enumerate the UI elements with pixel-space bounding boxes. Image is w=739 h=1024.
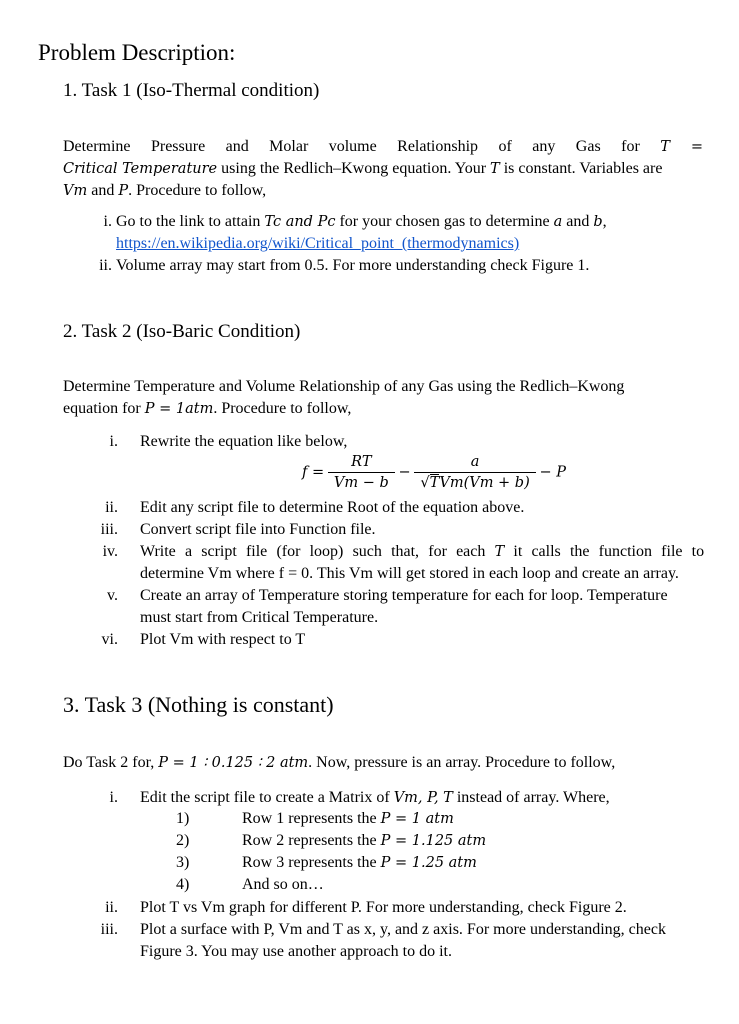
task1-item-number: ii.	[99, 257, 112, 274]
item-word: function	[598, 543, 652, 560]
task3-heading: 3. Task 3 (Nothing is constant)	[63, 692, 334, 717]
task2-intro-line1: Determine Temperature and Volume Relationship of any Gas using the Redlich–Kwong	[63, 378, 625, 395]
task2-item-number: v.	[107, 587, 118, 604]
task2-item-4-line1	[140, 541, 704, 563]
task2-heading: 2. Task 2 (Iso-Baric Condition)	[63, 321, 301, 342]
intro-word: any	[532, 138, 556, 155]
task3-item-3-line2: Figure 3. You may use another approach to do it.	[140, 943, 452, 960]
item-word: script	[201, 543, 237, 560]
task2-item-5-line2: must start from Critical Temperature.	[140, 609, 379, 626]
subitem-number: 1)	[176, 810, 190, 827]
task2-item-6: Plot Vm with respect to T	[140, 631, 306, 648]
intro-word: Molar	[269, 138, 309, 155]
task2-intro-line2: equation for P = 1atm. Procedure to follow,	[63, 400, 352, 417]
item-word: the	[569, 543, 590, 560]
item-word: that,	[391, 543, 420, 560]
intro-word: Gas	[575, 138, 601, 155]
intro-word: volume	[328, 138, 377, 155]
intro-word: Relationship	[397, 138, 479, 155]
intro-word: Pressure	[150, 138, 206, 155]
task2-item-number: ii.	[105, 499, 118, 516]
task3-intro: Do Task 2 for, P = 1 ∶ 0.125 ∶ 2 atm. Now, pressure is an array. Procedure to follow,	[63, 754, 616, 771]
task1-intro-line3: Vm and P. Procedure to follow,	[63, 182, 267, 199]
task2-item-number: vi.	[101, 631, 118, 648]
item-word: (for	[276, 543, 301, 560]
task1-intro-line2: Critical Temperature using the Redlich–Kwong equation. Your T is constant. Variables are	[63, 160, 663, 177]
item-word: calls	[531, 543, 561, 560]
item-word: it	[513, 543, 523, 560]
item-word: Write	[140, 543, 176, 560]
task3-item-3-line1: Plot a surface with P, Vm and T as x, y, and z axis. For more understanding, check	[140, 921, 666, 938]
task2-item-number: i.	[109, 433, 118, 450]
item-word: such	[352, 543, 382, 560]
task1-heading: 1. Task 1 (Iso-Thermal condition)	[63, 80, 320, 101]
intro-math-t: T =	[660, 139, 703, 155]
subitem-row-3: Row 3 represents the P = 1.25 atm	[242, 854, 477, 871]
intro-word: Determine	[63, 138, 131, 155]
item-word: file	[245, 543, 268, 560]
task1-item-number: i.	[103, 213, 112, 230]
task1-critical-temperature: Critical Temperature	[63, 161, 218, 177]
task3-item-2: Plot T vs Vm graph for different P. For more understanding, check Figure 2.	[140, 899, 627, 916]
task3-item-1: Edit the script file to create a Matrix of Vm, P, T instead of array. Where,	[140, 789, 610, 806]
task1-intro-line1	[63, 136, 703, 158]
critical-values-math: Tc and Pc	[264, 214, 336, 230]
item-word: T	[494, 544, 505, 560]
task2-item-number: iii.	[100, 521, 118, 538]
page-title: Problem Description:	[38, 40, 236, 65]
task1-item-2: Volume array may start from 0.5. For more understanding check Figure 1.	[116, 257, 590, 274]
subitem-number: 4)	[176, 876, 190, 893]
task1-item-1: Go to the link to attain Tc and Pc for your chosen gas to determine a and b,	[116, 213, 607, 230]
intro-word: of	[498, 138, 512, 155]
intro-word: and	[225, 138, 249, 155]
subitem-row-4: And so on…	[242, 876, 324, 893]
task3-item-number: ii.	[105, 899, 118, 916]
task3-item-number: iii.	[100, 921, 118, 938]
task2-item-3: Convert script file into Function file.	[140, 521, 376, 538]
subitem-row-1: Row 1 represents the P = 1 atm	[242, 810, 454, 827]
subitem-row-2: Row 2 represents the P = 1.125 atm	[242, 832, 487, 849]
task3-item-number: i.	[109, 789, 118, 806]
critical-point-link[interactable]: https://en.wikipedia.org/wiki/Critical_point_(thermodynamics)	[116, 235, 520, 252]
task2-item-2: Edit any script file to determine Root of the equation above.	[140, 499, 525, 516]
task2-item-4-line2: determine Vm where f = 0. This Vm will get stored in each loop and create an array.	[140, 565, 679, 582]
item-word: loop)	[309, 543, 344, 560]
task2-item-number: iv.	[102, 543, 118, 560]
subitem-number: 2)	[176, 832, 190, 849]
item-word: each	[456, 543, 486, 560]
redlich-kwong-equation: f = $\frac{RT}{Vm - b}$ − $\frac{a}{\text{√TVm(Vm + b)}}$ − P	[302, 454, 567, 491]
subitem-number: 3)	[176, 854, 190, 871]
item-word: a	[184, 543, 193, 560]
task2-item-5-line1: Create an array of Temperature storing temperature for each for loop. Temperature	[140, 587, 668, 604]
fraction-rt: $\frac{RT}{Vm - b}$	[328, 452, 395, 493]
item-word: file	[661, 543, 683, 560]
fraction-a: $\frac{a}{\text{√TVm(Vm + b)}}$	[414, 452, 535, 493]
task2-item-1: Rewrite the equation like below,	[140, 433, 348, 450]
intro-word: for	[621, 138, 640, 155]
item-word: for	[428, 543, 447, 560]
item-word: to	[691, 543, 704, 560]
